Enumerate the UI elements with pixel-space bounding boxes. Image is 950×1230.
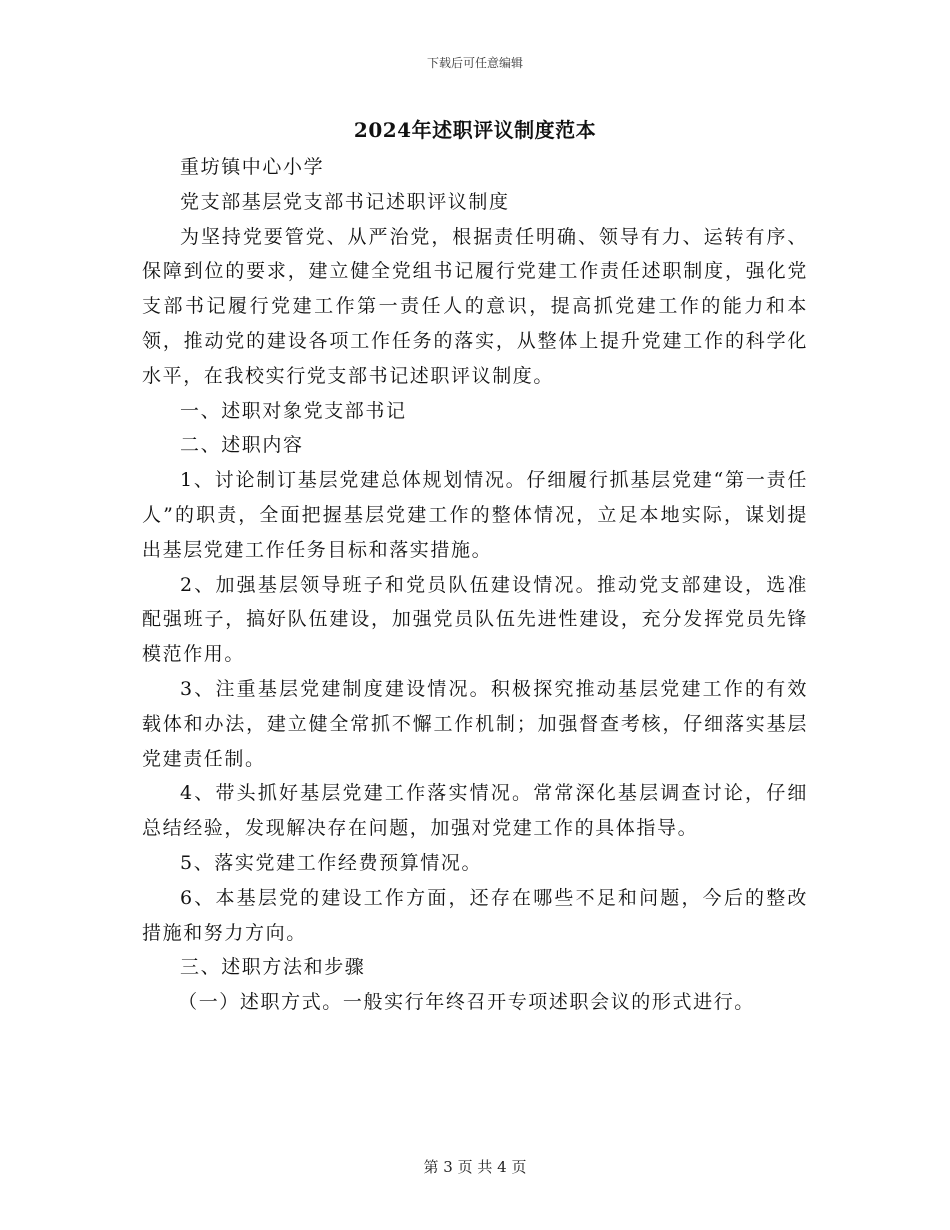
header-note: 下载后可任意编辑	[426, 56, 523, 70]
list-item-6: 6、本基层党的建设工作方面，还存在哪些不足和问题，今后的整改措施和努力方向。	[142, 886, 808, 944]
list-item-1: 1、讨论制订基层党建总体规划情况。仔细履行抓基层党建“第一责任人”的职责，全面把握基层党建工作的整体情况，立足本地实际，谋划提出基层党建工作任务目标和落实措施。	[142, 469, 808, 561]
list-item-2: 2、加强基层领导班子和党员队伍建设情况。推动党支部建设，选准配强班子，搞好队伍建设，加强党员队伍先进性建设，充分发挥党员先锋模范作用。	[142, 573, 808, 666]
list-item-5: 5、落实党建工作经费预算情况。	[180, 851, 483, 874]
school-name: 重坊镇中心小学	[180, 156, 325, 178]
subtitle: 党支部基层党支部书记述职评议制度	[180, 190, 510, 213]
document-title: 2024年述职评议制度范本	[353, 118, 597, 142]
list-item-4: 4、带头抓好基层党建工作落实情况。常常深化基层调查讨论，仔细总结经验，发现解决存在问题，加强对党建工作的具体指导。	[142, 782, 808, 840]
list-item-3: 3、注重基层党建制度建设情况。积极探究推动基层党建工作的有效载体和办法，建立健全常抓不懈工作机制；加强督查考核，仔细落实基层党建责任制。	[142, 677, 808, 770]
intro-paragraph: 为坚持党要管党、从严治党，根据责任明确、领导有力、运转有序、保障到位的要求，建立健全党组书记履行党建工作责任述职制度，强化党支部书记履行党建工作第一责任人的意识，提高抓党建工作的能力和本领，推动党的建设各项工作任务的落实，从整体上提升党建工作的科学化水平，在我校实行党支部书记述职评议制度。	[142, 225, 808, 387]
section-heading-1: 一、述职对象党支部书记	[180, 399, 407, 422]
section-heading-2: 二、述职内容	[180, 434, 304, 457]
sub-item-1: （一）述职方式。一般实行年终召开专项述职会议的形式进行。	[178, 991, 755, 1014]
document-body	[142, 150, 808, 1020]
section-heading-3: 三、述职方法和步骤	[180, 956, 366, 979]
page-number: 第 3 页 共 4 页	[423, 1158, 527, 1176]
